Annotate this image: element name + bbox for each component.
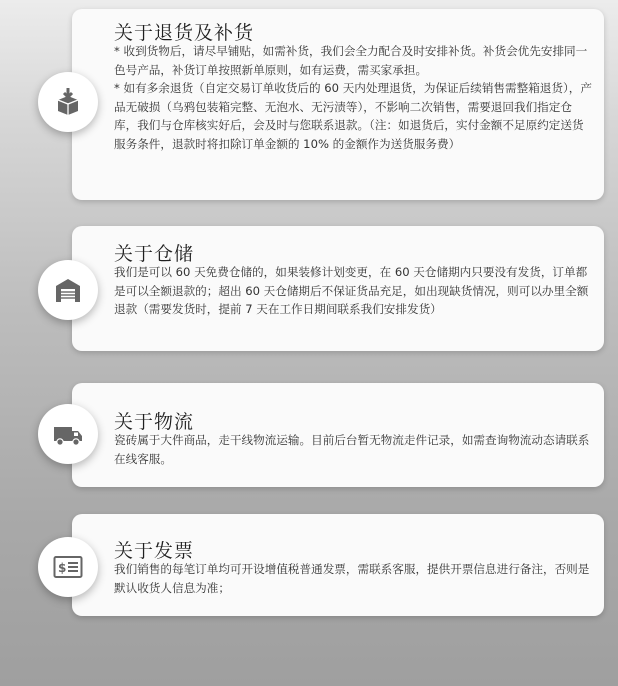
- logistics-card: [72, 383, 604, 487]
- svg-text:$: $: [58, 561, 67, 575]
- storage-paragraph: 我们是可以 60 天免费仓储的，如果装修计划变更，在 60 天仓储期内只要没有发货，订单都是可以全额退款的；超出 60 天仓储期后不保证货品充足，如出现缺货情况，则可以办里全额退款（需要发货时，提前 7 天在工作日期间联系我们安排发货）: [114, 265, 589, 316]
- invoice-card: [72, 514, 604, 616]
- logistics-title: 关于物流: [114, 411, 195, 433]
- returns-title: 关于退货及补货: [114, 22, 255, 44]
- storage-title: 关于仓储: [114, 243, 195, 265]
- returns-paragraph-2: * 如有多余退货（自定交易订单收货后的 60 天内处理退货，为保证后续销售需整箱退货），产品无破损（乌鸦包装箱完整、无泡水、无污渍等），不影响二次销售，需要退回我们指定仓库，我们与仓库核实好后，会及时与您联系退款。（注：如退货后，实付金额不足原约定送货服务条件，退款时将扣除订单金额的 10% 的金额作为送货服务费）: [114, 81, 592, 151]
- warehouse-icon: [38, 260, 98, 320]
- logistics-paragraph: 瓷砖属于大件商品，走干线物流运输。目前后台暂无物流走件记录，如需查询物流动态请联系在线客服。: [114, 433, 590, 466]
- logistics-text: [114, 431, 592, 468]
- returns-text: [114, 42, 592, 153]
- returns-card: [72, 9, 604, 200]
- box-return-icon: [38, 72, 98, 132]
- invoice-title: 关于发票: [114, 540, 195, 562]
- invoice-text: [114, 560, 592, 597]
- truck-icon: [38, 404, 98, 464]
- storage-text: [114, 263, 592, 319]
- invoice-paragraph: 我们销售的每笔订单均可开设增值税普通发票，需联系客服，提供开票信息进行备注，否则是默认收货人信息为准；: [114, 562, 590, 595]
- invoice-icon: [38, 537, 98, 597]
- returns-paragraph-1: * 收到货物后，请尽早铺贴，如需补货，我们会全力配合及时安排补货。补货会优先安排同一色号产品，补货订单按照新单原则，如有运费，需买家承担。: [114, 44, 588, 77]
- storage-card: [72, 226, 604, 351]
